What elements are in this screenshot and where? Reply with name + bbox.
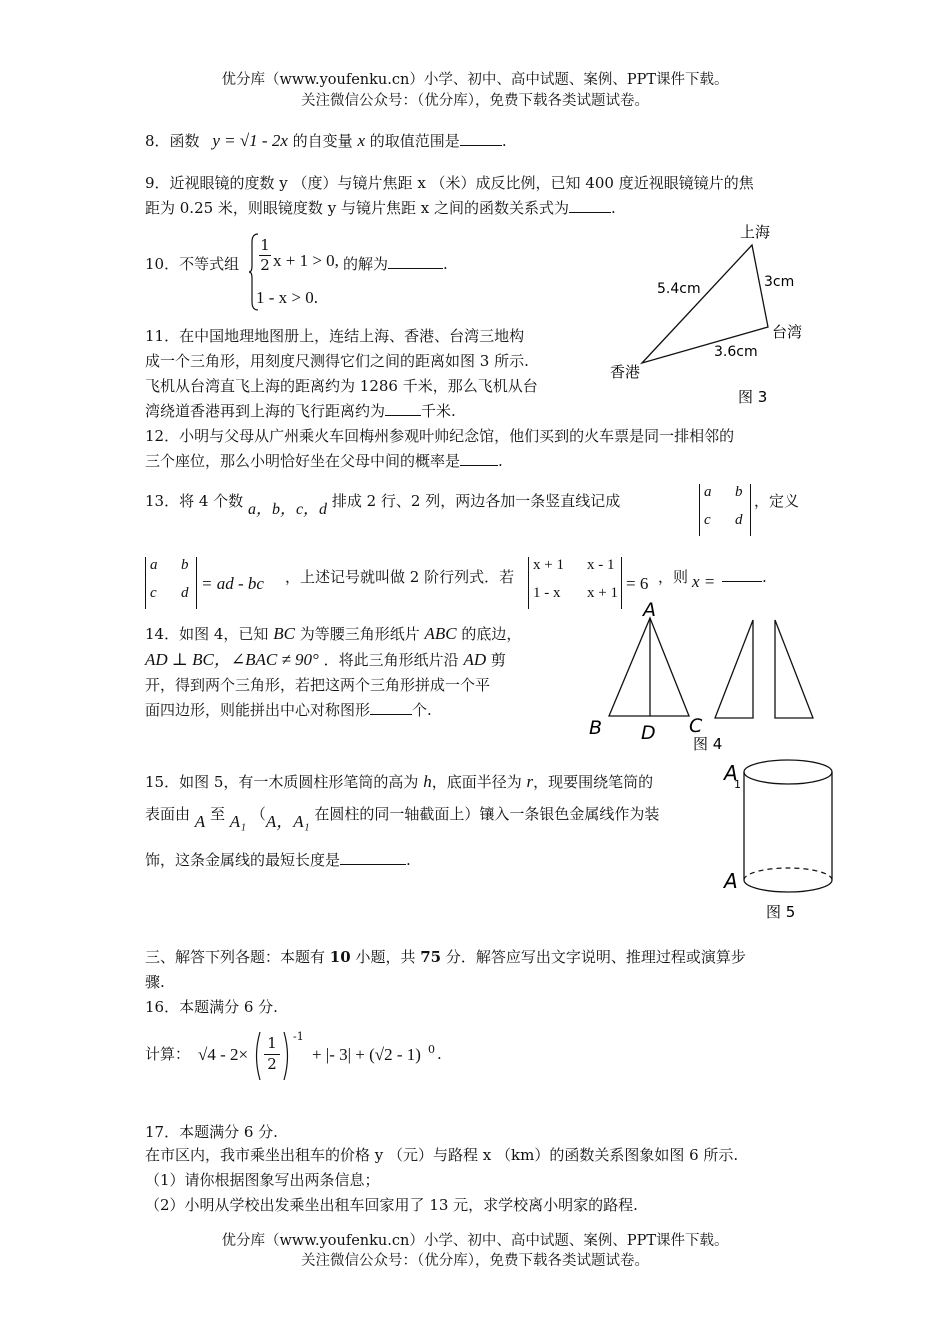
q13-end: . (762, 568, 767, 586)
q15-line1 (145, 770, 653, 794)
q15-line3-wrap (145, 849, 411, 872)
sec3-line1-pre: 三、解答下列各题：本题有 (145, 948, 326, 966)
q15-r: r (526, 772, 534, 791)
fig5-bottom-back (744, 868, 832, 880)
q10-mid: 的解为 (343, 255, 389, 273)
section-3-line1 (145, 946, 746, 969)
q16-term1: √4 - 2× (198, 1045, 249, 1064)
q13-e12: x - 1 (587, 557, 615, 573)
q10-frac-den: 2 (260, 256, 270, 274)
q8-post: 的取值范围是 (369, 132, 460, 150)
q11-line4: 湾绕道香港再到上海的飞行距离约为 (145, 402, 386, 420)
q14-line4: 面四边形，则能拼出中心对称图形 (145, 701, 371, 719)
q9-line2: 距为 0.25 米，则眼镜度数 y 与镜片焦距 x 之间的函数关系式为 (145, 199, 569, 217)
fig4-label-d: D (641, 722, 656, 744)
q10-answer-blank[interactable] (388, 253, 443, 269)
fig3-dist-hk-sh: 5.4cm (657, 281, 701, 297)
q11-line4-wrap (145, 400, 456, 423)
q13-define: ，定义 (754, 492, 800, 510)
q8-var: x (357, 131, 366, 150)
q13-det-c: c (704, 512, 711, 528)
q13-answer-wrap (722, 566, 767, 586)
q14-line1-pre: 14．如图 4，已知 (145, 625, 269, 643)
q16-frac-den: 2 (264, 1054, 280, 1073)
question-8 (145, 129, 507, 153)
q14-line1-mid: 为等腰三角形纸片 (299, 625, 420, 643)
fig3-label-shanghai: 上海 (740, 223, 771, 241)
fig3-caption: 图 3 (738, 388, 768, 406)
fig5-caption: 图 5 (766, 903, 796, 921)
q15-line3: 饰，这条金属线的最短长度是 (145, 851, 341, 869)
q17-line1: 在市区内，我市乘坐出租车的价格 y （元）与路程 x （km）的函数关系图象如图 6 所示. (145, 1146, 739, 1164)
page-footer-line2: 关注微信公众号：（优分库），免费下载各类试题试卷。 (301, 1253, 649, 1269)
q13-det2-b: b (181, 557, 189, 573)
q11-line3: 飞机从台湾直飞上海的距离约为 1286 千米，那么飞机从台 (145, 377, 538, 395)
q15-a1: A₁ (229, 812, 247, 831)
q13-det-b: b (735, 484, 743, 500)
q12-answer-blank[interactable] (460, 450, 498, 466)
q10-end: . (443, 255, 448, 273)
figure-5 (720, 752, 840, 927)
q10-pre: 10．不等式组 (145, 255, 240, 273)
q8-end: . (501, 132, 507, 150)
fig3-dist-sh-tw: 3cm (764, 274, 795, 290)
q9-line1: 9．近视眼镜的度数 y （度）与镜片焦距 x （米）成反比例，已知 400 度近视眼镜镜片的焦 (145, 174, 754, 192)
q16-title: 16．本题满分 6 分. (145, 998, 278, 1016)
q16-term2: + |- 3| + (√2 - 1) (312, 1045, 421, 1064)
q13-det-d: d (735, 512, 743, 528)
q11-answer-blank[interactable] (385, 400, 421, 416)
q16-exp: -1 (293, 1030, 304, 1043)
q13-det-a: a (704, 484, 712, 500)
q8-pre: 8．函数 (145, 132, 200, 150)
q14-line3: 开，得到两个三角形，若把这两个三角形拼成一个平 (145, 676, 491, 694)
q12-end: . (498, 452, 503, 470)
fig3-label-taiwan: 台湾 (772, 323, 803, 341)
fig5-top-ellipse (744, 760, 832, 784)
q9-answer-blank[interactable] (569, 197, 611, 213)
q12-line2-wrap (145, 450, 503, 473)
q13-formula: = ad - bc (201, 574, 264, 593)
q15-pair: A，A₁ (265, 812, 310, 831)
q16-exp0: 0 (428, 1043, 435, 1056)
q15-end: . (406, 851, 411, 869)
sec3-count: 10 (329, 948, 351, 966)
fig4-piece-left (715, 620, 753, 718)
fig5-label-a1-sub: 1 (734, 778, 741, 791)
q13-e22: x + 1 (587, 585, 618, 601)
q8-mid: 的自变量 (292, 132, 353, 150)
q13-then: ，则 (658, 568, 689, 586)
q14-line2 (145, 648, 506, 672)
q13-e21: 1 - x (533, 585, 561, 601)
q13-det2-a: a (150, 557, 158, 573)
page-header-line1: 优分库（www.youfenku.cn）小学、初中、高中试题、案例、PPT课件下载。 (221, 72, 729, 88)
fig3-label-hongkong: 香港 (610, 363, 641, 381)
q13-line1-post: 排成 2 行、2 列，两边各加一条竖直线记成 (331, 492, 621, 510)
q14-end: 个. (412, 701, 432, 719)
q13-line1 (145, 490, 621, 518)
q15-line1-pre: 15．如图 5，有一木质圆柱形笔筒的高为 (145, 773, 419, 791)
q9-end: . (610, 199, 616, 217)
q13-line1-pre: 13．将 4 个数 (145, 492, 244, 510)
fig5-bottom-front (744, 880, 832, 892)
figure-3 (600, 215, 820, 410)
q12-line1: 12．小明与父母从广州乘火车回梅州参观叶帅纪念馆，他们买到的火车票是同一排相邻的 (145, 427, 735, 445)
q13-det2-d: d (181, 585, 189, 601)
fig5-label-a1: A (724, 761, 738, 785)
q15-answer-blank[interactable] (340, 849, 406, 865)
q14-cut: 剪 (490, 651, 506, 669)
figure-4 (585, 598, 830, 758)
q13-det2-c: c (150, 585, 157, 601)
q11-line1: 11．在中国地理地图册上，连结上海、香港、台湾三地构 (145, 327, 525, 345)
q10-ineq2: 1 - x > 0. (256, 288, 318, 307)
q13-vars: a，b，c，d (247, 501, 328, 518)
q10-frac (259, 236, 271, 274)
q9-line2-wrap (145, 197, 616, 220)
q8-answer-blank[interactable] (460, 130, 502, 146)
fig4-label-b: B (589, 717, 603, 739)
q14-answer-blank[interactable] (370, 699, 412, 715)
q15-a: A (194, 812, 206, 831)
q15-paren: （ (250, 805, 266, 823)
q11-line2: 成一个三角形，用刻度尺测得它们之间的距离如图 3 所示. (145, 352, 529, 370)
q16-calc: 计算： (145, 1045, 191, 1063)
q13-xeq: x = (692, 572, 716, 591)
q10-mid-wrap (343, 253, 448, 274)
fig4-caption: 图 4 (693, 735, 723, 753)
fig5-label-a: A (724, 869, 738, 893)
q17-part1: （1）请你根据图象写出两条信息； (145, 1171, 380, 1189)
q16-end: . (437, 1045, 442, 1063)
fig3-dist-hk-tw: 3.6cm (714, 344, 758, 360)
q15-h: h (423, 772, 432, 791)
q13-line2-mid: ，上述记号就叫做 2 阶行列式．若 (285, 568, 515, 586)
q12-line2: 三个座位，那么小明恰好坐在父母中间的概率是 (145, 452, 461, 470)
q14-line4-wrap (145, 699, 432, 722)
q14-line2-math: AD ⊥ BC，∠BAC ≠ 90° (145, 650, 319, 669)
q11-end: 千米. (421, 402, 456, 420)
fig4-piece-right (775, 620, 813, 718)
sec3-line1-post: 分．解答应写出文字说明、推理过程或演算步 (445, 948, 746, 966)
q17-part2: （2）小明从学校出发乘坐出租车回家用了 13 元，求学校离小明家的路程. (145, 1196, 638, 1214)
fig4-label-a: A (643, 599, 656, 621)
page-header-line2: 关注微信公众号：（优分库），免费下载各类试题试卷。 (301, 93, 649, 109)
q15-line2-pre: 表面由 (145, 805, 191, 823)
q14-ad: AD (463, 650, 487, 669)
q15-line1-mid: ，底面半径为 (431, 773, 522, 791)
q15-line2-post: 在圆柱的同一轴截面上）镶入一条银色金属线作为装 (314, 805, 660, 823)
q13-det-def (699, 484, 751, 536)
q13-answer-blank[interactable] (722, 566, 762, 582)
q15-to: 至 (209, 805, 225, 823)
fig4-triangle (609, 618, 689, 716)
q14-line1-post: 的底边， (461, 625, 522, 643)
sec3-line1-mid: 小题，共 (355, 948, 416, 966)
q17-title: 17．本题满分 6 分. (145, 1123, 278, 1141)
q13-e11: x + 1 (533, 557, 564, 573)
page-footer-line1: 优分库（www.youfenku.cn）小学、初中、高中试题、案例、PPT课件下载。 (221, 1233, 729, 1249)
q13-eq6: = 6 (626, 574, 649, 593)
q13-det-formula (145, 557, 197, 609)
q10-frac-num: 1 (260, 236, 270, 254)
q16-frac-num: 1 (267, 1034, 277, 1052)
q16-paren-frac (252, 1030, 292, 1082)
q14-bc: BC (273, 624, 295, 643)
fig4-label-c: C (689, 715, 703, 737)
q14-line2-post: ．将此三角形纸片沿 (323, 651, 459, 669)
q14-line1 (145, 622, 521, 646)
q8-expr: y = √1 - 2x (212, 131, 288, 150)
q16-frac (264, 1034, 280, 1073)
sec3-score: 75 (420, 948, 442, 966)
q10-ineq1: x + 1 > 0, (273, 251, 339, 270)
section-3-line2: 骤. (145, 973, 165, 991)
q15-line1-post: ，现要围绕笔筒的 (533, 773, 654, 791)
q14-abc: ABC (424, 624, 457, 643)
q15-line2 (145, 802, 660, 831)
